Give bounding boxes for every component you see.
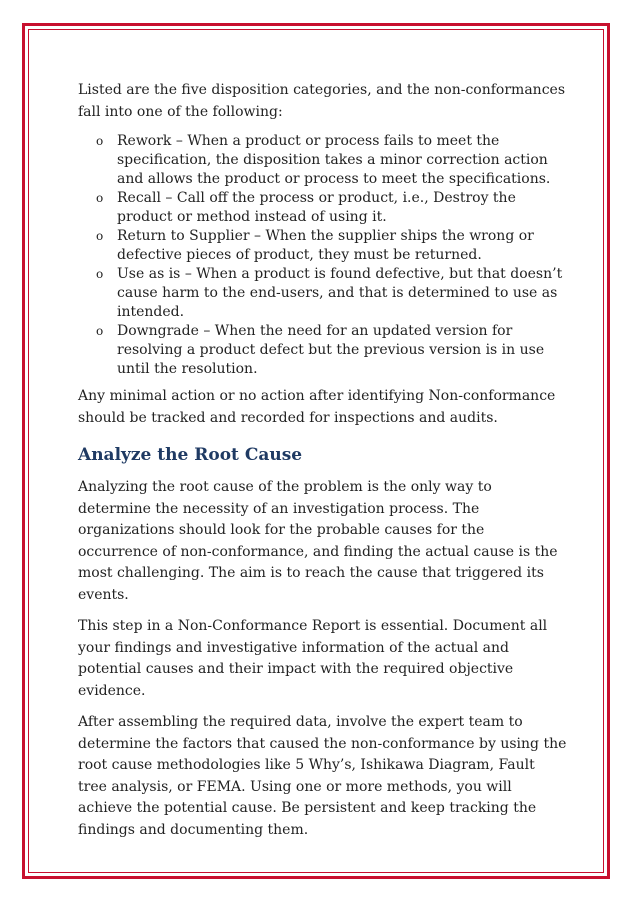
root-cause-paragraph-1: Analyzing the root cause of the problem is the only way to determine the necessity of an investigation process. The organizations should look for the probable causes for the occurrence of non-conformance, and finding the actual cause is the most challenging. The aim is to reach the cause that triggered its events. xyxy=(78,479,558,603)
document-body xyxy=(78,80,568,851)
list-item xyxy=(78,322,568,379)
list-item-text: Return to Supplier – When the supplier ships the wrong or defective pieces of product, they must be returned. xyxy=(117,228,534,263)
section-heading: Analyze the Root Cause xyxy=(78,445,303,465)
disposition-list xyxy=(78,132,568,379)
list-item xyxy=(78,265,568,322)
list-item-text: Downgrade – When the need for an updated version for resolving a product defect but the previous version is in use until the resolution. xyxy=(117,323,545,377)
list-item-text: Recall – Call off the process or product, i.e., Destroy the product or method instead of using it. xyxy=(117,190,516,225)
bullet-icon: o xyxy=(96,229,104,243)
bullet-icon: o xyxy=(96,324,104,338)
bullet-icon: o xyxy=(96,267,104,281)
bullet-icon: o xyxy=(96,134,104,148)
closing-paragraph: Any minimal action or no action after identifying Non-conformance should be tracked and recorded for inspections and audits. xyxy=(78,388,556,426)
root-cause-paragraph-2: This step in a Non-Conformance Report is essential. Document all your findings and investigative information of the actual and potential causes and their impact with the required objective evidence. xyxy=(78,618,548,699)
list-item xyxy=(78,227,568,265)
bullet-icon: o xyxy=(96,191,104,205)
root-cause-paragraph-3: After assembling the required data, involve the expert team to determine the factors that caused the non-conformance by using the root cause methodologies like 5 Why’s, Ishikawa Diagram, Fault tree analysis, or FEMA. Using one or more methods, you will achieve the potential cause. Be persistent and keep tracking the findings and documenting them. xyxy=(78,714,567,838)
list-item xyxy=(78,189,568,227)
list-item-text: Rework – When a product or process fails to meet the specification, the disposition takes a minor correction action and allows the product or process to meet the specifications. xyxy=(117,133,551,187)
intro-paragraph: Listed are the five disposition categories, and the non-conformances fall into one of the following: xyxy=(78,82,566,120)
list-item-text: Use as is – When a product is found defective, but that doesn’t cause harm to the end-users, and that is determined to use as intended. xyxy=(117,266,563,320)
list-item xyxy=(78,132,568,189)
